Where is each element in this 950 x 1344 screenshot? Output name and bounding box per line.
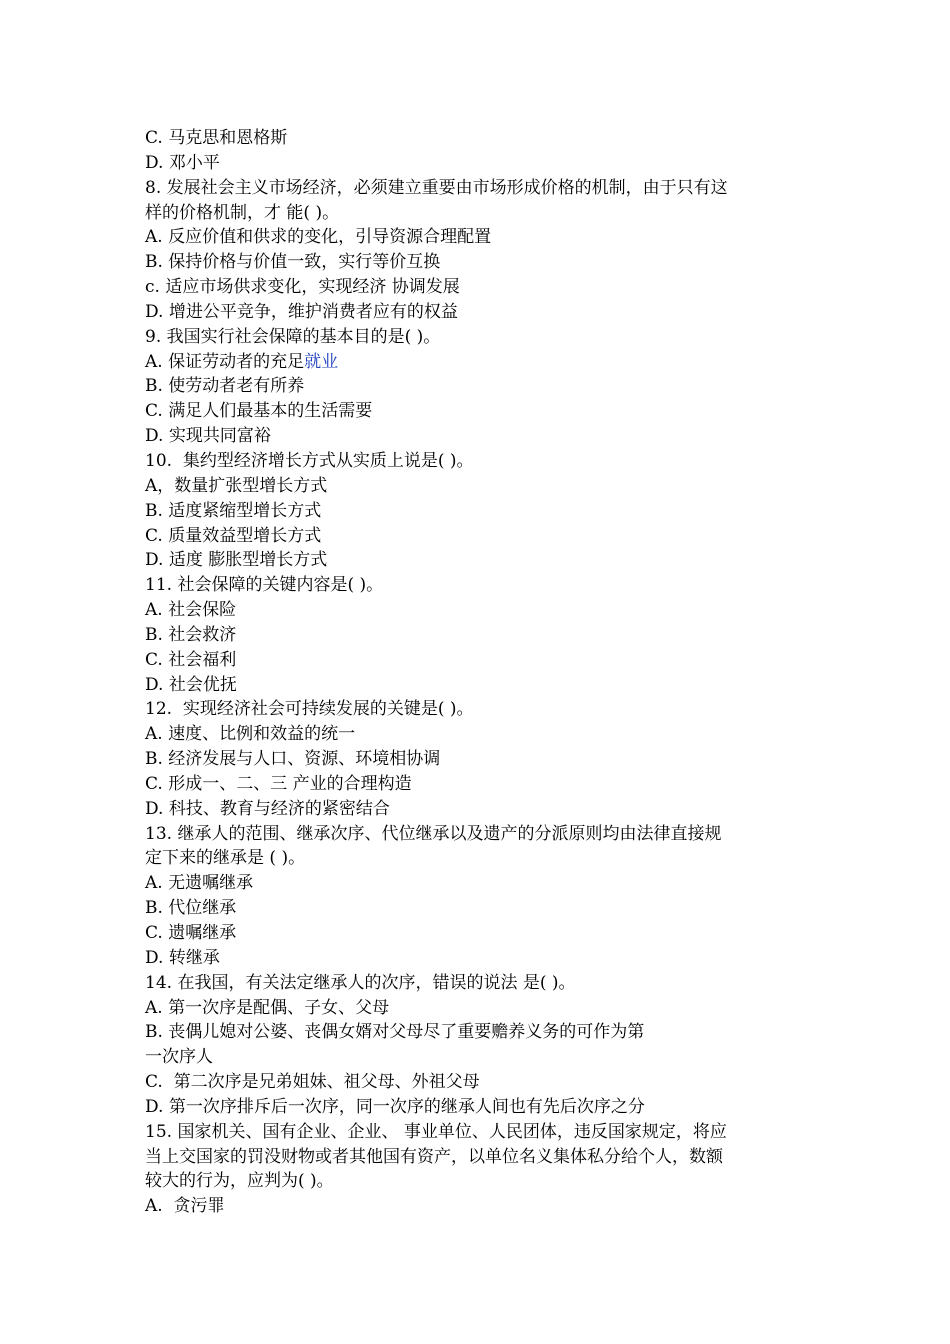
question-line: 样的价格机制，才 能( )。	[145, 202, 340, 223]
question-line: 15. 国家机关、国有企业、企业、 事业单位、人民团体，违反国家规定，将应	[145, 1121, 727, 1142]
option-line	[145, 350, 815, 375]
employment-link[interactable]: 就业	[304, 351, 339, 372]
option-line: A. 社会保险	[145, 600, 237, 621]
option-line: C. 遗嘱继承	[145, 923, 237, 943]
option-line: C. 形成一、二、三 产业的合理构造	[145, 773, 412, 794]
option-line: B. 代位继承	[145, 898, 237, 919]
option-line: B. 丧偶儿媳对公婆、丧偶女婿对父母尽了重要赡养义务的可作为第	[145, 1022, 645, 1043]
option-line: C. 质量效益型增长方式	[145, 525, 322, 546]
option-line: A. 贪污罪	[145, 1196, 225, 1217]
option-line: c. 适应市场供求变化，实现经济 协调发展	[145, 277, 460, 298]
question-line: 较大的行为，应判为( )。	[145, 1171, 334, 1192]
option-line: D. 适度 膨胀型增长方式	[145, 550, 328, 571]
option-line: A. 速度、比例和效益的统一	[145, 724, 356, 745]
question-line: 8. 发展社会主义市场经济，必须建立重要由市场形成价格的机制，由于只有这	[145, 177, 728, 198]
option-line: B. 保持价格与价值一致，实行等价互换	[145, 252, 441, 273]
option-line: C. 满足人们最基本的生活需要	[145, 401, 373, 422]
question-line: 定下来的继承是 ( )。	[145, 848, 306, 869]
question-line: 当上交国家的罚没财物或者其他国有资产，以单位名义集体私分给个人，数额	[145, 1146, 723, 1167]
option-line: B. 经济发展与人口、资源、环境相协调	[145, 749, 441, 770]
option-line: D. 转继承	[145, 947, 220, 968]
option-line: D. 增进公平竞争，维护消费者应有的权益	[145, 301, 458, 322]
option-line: D. 实现共同富裕	[145, 426, 271, 447]
option-line: B. 适度紧缩型增长方式	[145, 500, 322, 521]
option-line: C. 第二次序是兄弟姐妹、祖父母、外祖父母	[145, 1072, 480, 1093]
option-line: 一次序人	[145, 1047, 213, 1068]
question-line: 13. 继承人的范围、继承次序、代位继承以及遗产的分派原则均由法律直接规	[145, 823, 722, 844]
option-line: D. 科技、教育与经济的紧密结合	[145, 798, 390, 819]
question-line: 14. 在我国，有关法定继承人的次序，错误的说法 是( )。	[145, 972, 576, 993]
option-text: A. 保证劳动者的充足	[145, 351, 305, 372]
question-line: 9. 我国实行社会保障的基本目的是( )。	[145, 326, 441, 347]
option-line: C. 社会福利	[145, 649, 237, 670]
text-line: C. 马克思和恩格斯	[145, 128, 288, 148]
question-line: 10. 集约型经济增长方式从实质上说是( )。	[145, 450, 474, 471]
question-line: 11. 社会保障的关键内容是( )。	[145, 575, 384, 596]
option-line: B. 社会救济	[145, 624, 237, 645]
document-body	[145, 126, 815, 1219]
option-line: B. 使劳动者老有所养	[145, 376, 305, 397]
option-line: D. 第一次序排斥后一次序，同一次序的继承人间也有先后次序之分	[145, 1096, 645, 1117]
option-line: A. 反应价值和供求的变化，引导资源合理配置	[145, 227, 492, 248]
question-line: 12. 实现经济社会可持续发展的关键是( )。	[145, 699, 474, 720]
text-line: D. 邓小平	[145, 152, 220, 173]
option-line: A，数量扩张型增长方式	[145, 475, 328, 496]
option-line: D. 社会优抚	[145, 674, 237, 695]
option-line: A. 无遗嘱继承	[145, 873, 254, 894]
option-line: A. 第一次序是配偶、子女、父母	[145, 997, 390, 1018]
